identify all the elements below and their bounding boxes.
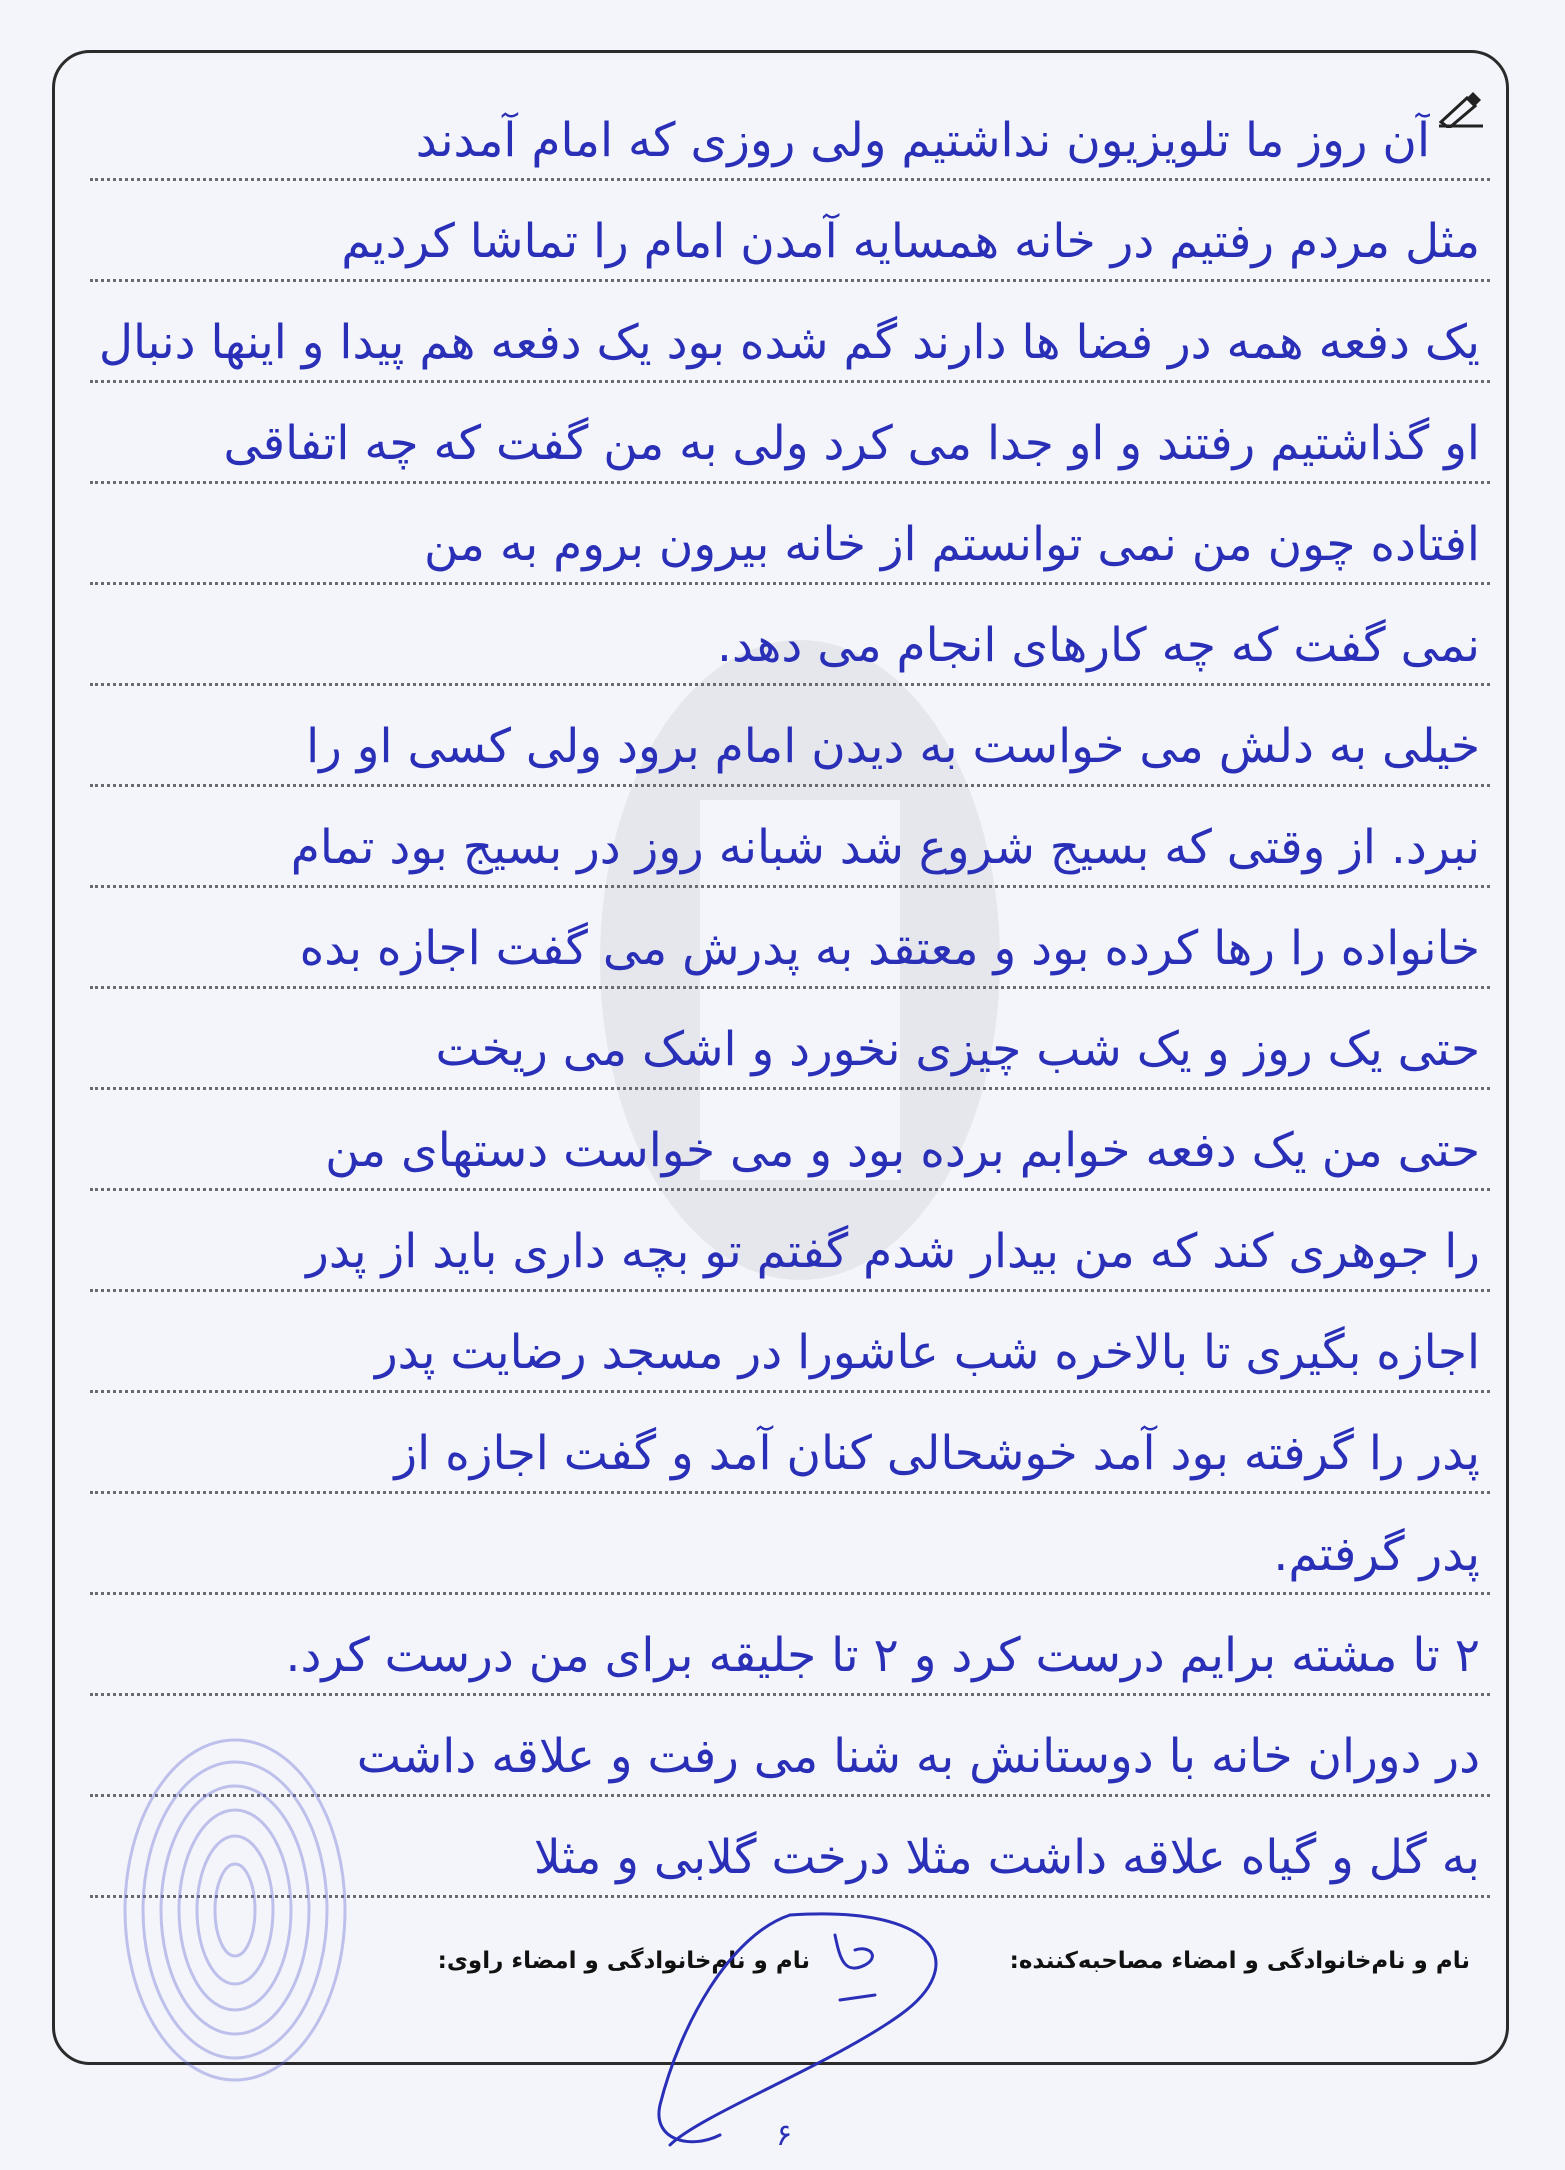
handwritten-text-block <box>90 80 1490 1898</box>
text-line <box>90 686 1490 787</box>
text-line <box>90 787 1490 888</box>
line-text: به گل و گیاه علاقه داشت مثلا درخت گلابی و مثلا <box>533 1830 1480 1885</box>
line-text: افتاده چون من نمی توانستم از خانه بیرون بروم به من <box>424 517 1480 572</box>
line-text: مثل مردم رفتیم در خانه همسایه آمدن امام را تماشا کردیم <box>341 214 1480 269</box>
line-text: نمی گفت که چه کارهای انجام می دهد. <box>717 618 1480 673</box>
line-text: خانواده را رها کرده بود و معتقد به پدرش می گفت اجازه بده <box>299 921 1480 976</box>
text-line <box>90 484 1490 585</box>
line-text: نبرد. از وقتی که بسیج شروع شد شبانه روز در بسیج بود تمام <box>290 820 1480 875</box>
pen-icon <box>1437 88 1485 128</box>
line-text: یک دفعه همه در فضا ها دارند گم شده بود یک دفعه هم پیدا و اینها دنبال <box>98 315 1480 370</box>
line-text: را جوهری کند که من بیدار شدم گفتم تو بچه داری باید از پدر <box>306 1224 1480 1279</box>
line-text: پدر را گرفته بود آمد خوشحالی کنان آمد و گفت اجازه از <box>394 1426 1480 1481</box>
line-text: پدر گرفتم. <box>1273 1527 1480 1582</box>
text-line <box>90 1494 1490 1595</box>
page-number: ۶ <box>776 2118 793 2153</box>
line-text: در دوران خانه با دوستانش به شنا می رفت و علاقه داشت <box>356 1729 1480 1784</box>
text-line <box>90 181 1490 282</box>
text-line <box>90 1191 1490 1292</box>
line-text: اجازه بگیری تا بالاخره شب عاشورا در مسجد رضایت پدر <box>374 1325 1480 1380</box>
narrator-signature-label: نام و نام‌خانوادگی و امضاء راوی: <box>437 1948 810 1974</box>
text-line <box>90 1090 1490 1191</box>
fingerprint-stamp <box>100 1690 370 2110</box>
line-text: او گذاشتیم رفتند و او جدا می کرد ولی به من گفت که چه اتفاقی <box>223 416 1480 471</box>
text-line <box>90 80 1490 181</box>
text-line <box>90 888 1490 989</box>
text-line <box>90 585 1490 686</box>
text-line <box>90 1393 1490 1494</box>
text-line <box>90 1595 1490 1696</box>
line-text: آن روز ما تلویزیون نداشتیم ولی روزی که امام آمدند <box>415 113 1430 168</box>
text-line <box>90 282 1490 383</box>
text-line <box>90 1292 1490 1393</box>
line-text: ۲ تا مشته برایم درست کرد و ۲ تا جلیقه برای من درست کرد. <box>285 1628 1480 1683</box>
text-line <box>90 989 1490 1090</box>
line-text: خیلی به دلش می خواست به دیدن امام برود ولی کسی او را <box>306 719 1480 774</box>
line-text: حتی من یک دفعه خوابم برده بود و می خواست دستهای من <box>325 1123 1480 1178</box>
line-text: حتی یک روز و یک شب چیزی نخورد و اشک می ریخت <box>435 1022 1480 1077</box>
text-line <box>90 383 1490 484</box>
interviewer-signature-label: نام و نام‌خانوادگی و امضاء مصاحبه‌کننده: <box>1009 1948 1470 1974</box>
handwritten-signature <box>640 1905 980 2155</box>
